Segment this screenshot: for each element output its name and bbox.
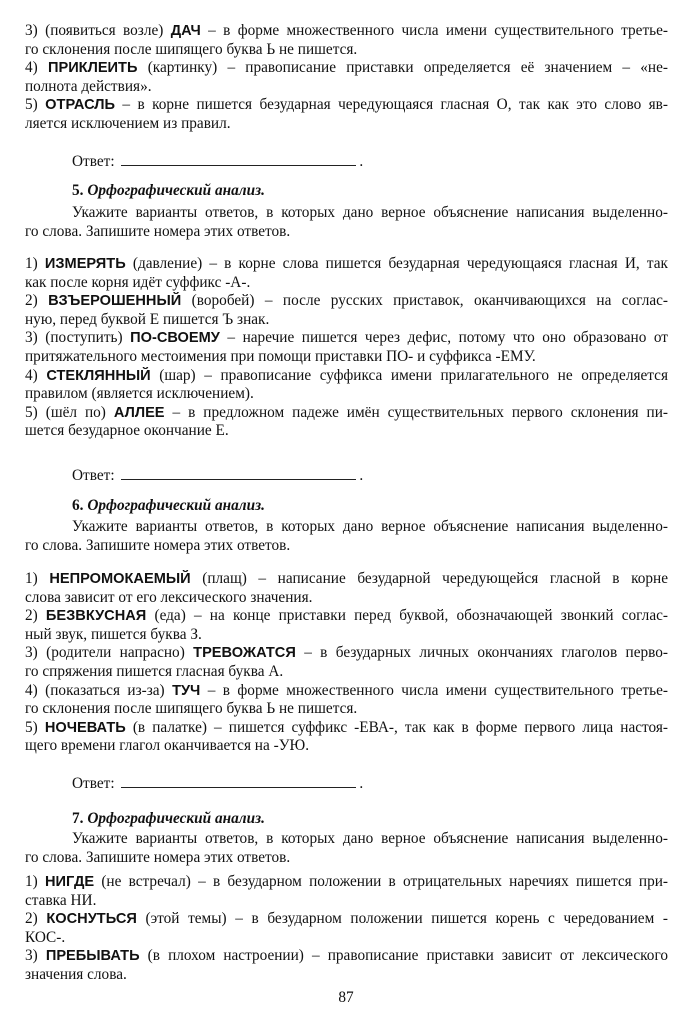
option-line xyxy=(25,329,668,348)
answer-blank-line[interactable] xyxy=(121,775,356,788)
option-highlighted-word: ТУЧ xyxy=(172,682,201,699)
option-explanation: – в форме множественного числа имени существительного третье- xyxy=(208,22,668,39)
option-line xyxy=(25,404,668,423)
option-context: (показаться из-за) xyxy=(45,681,165,699)
option-number: 4) xyxy=(25,681,38,699)
option-highlighted-word: ПРЕБЫВАТЬ xyxy=(45,948,140,965)
option-highlighted-word: НИГДЕ xyxy=(45,874,95,890)
option-line: щего времени глагол оканчивается на -УЮ. xyxy=(25,737,310,755)
option-context: (поступить) xyxy=(45,329,123,347)
option-line xyxy=(25,947,668,966)
option-line xyxy=(25,873,668,892)
option-number: 4) xyxy=(25,366,38,384)
answer-field xyxy=(72,153,363,171)
option-explanation: – в форме множественного числа имени существительного третье- xyxy=(207,681,668,699)
option-line: слова зависит от его лексического значения. xyxy=(25,588,313,606)
option-line: полнота действия». xyxy=(25,77,152,95)
option-line xyxy=(25,682,668,701)
answer-period: . xyxy=(359,153,364,170)
option-line: как после корня идёт суффикс -А-. xyxy=(25,273,251,291)
option-number: 3) xyxy=(25,22,38,39)
option-line: значения слова. xyxy=(25,965,127,983)
instruction-line: Укажите варианты ответов, в которых дано верное объяснение написания выделенно- xyxy=(72,204,668,221)
option-highlighted-word: АЛЛЕЕ xyxy=(113,404,165,421)
answer-blank-line[interactable] xyxy=(121,153,356,166)
option-highlighted-word: БЕЗВКУСНАЯ xyxy=(45,608,147,625)
section-instruction xyxy=(25,204,668,241)
option-highlighted-word: ПРИКЛЕИТЬ xyxy=(47,60,138,77)
option-number: 3) xyxy=(25,947,38,965)
option-line xyxy=(25,59,668,78)
option-explanation: (не встречал) – в безударном положении в отрицательных наречиях пишется при- xyxy=(101,873,668,890)
option-line xyxy=(25,96,668,115)
option-explanation: – в корне пишется безударная чередующаяся гласная О, так как это слово яв- xyxy=(122,96,668,114)
answer-blank-line[interactable] xyxy=(121,467,356,480)
option-number: 5) xyxy=(25,718,38,736)
option-line: го склонения после шипящего буква Ь не пишется. xyxy=(25,40,358,58)
section-instruction xyxy=(25,830,668,867)
option-context: (родители напрасно) xyxy=(46,644,185,662)
option-explanation: (воробей) – после русских приставок, оканчивающихся на соглас- xyxy=(191,292,668,310)
option-line: го спряжения пишется гласная буква А. xyxy=(25,662,284,680)
answer-options-list xyxy=(25,873,668,985)
option-number: 2) xyxy=(25,910,38,928)
option-line: ную, перед буквой Е пишется Ъ знак. xyxy=(25,310,270,328)
option-line xyxy=(25,719,668,738)
instruction-line: го слова. Запишите номера этих ответов. xyxy=(25,848,291,866)
answer-label: Ответ: xyxy=(72,775,115,792)
option-number: 3) xyxy=(25,329,38,347)
answer-period: . xyxy=(359,775,364,792)
option-line xyxy=(25,292,668,311)
section-title xyxy=(72,182,265,200)
answer-label: Ответ: xyxy=(72,153,115,170)
option-highlighted-word: СТЕКЛЯННЫЙ xyxy=(46,367,151,384)
option-explanation: (картинку) – правописание приставки определяется её значением – «не- xyxy=(147,59,668,77)
option-line: притяжательного местоимения при помощи приставки ПО- и суффикса -ЕМУ. xyxy=(25,347,536,365)
answer-options-list xyxy=(25,22,668,134)
option-line: ставка НИ. xyxy=(25,891,97,909)
option-highlighted-word: ПО-СВОЕМУ xyxy=(130,330,220,347)
option-highlighted-word: КОСНУТЬСЯ xyxy=(46,911,137,928)
option-explanation: (этой темы) – в безударном положении пишется корень с чередованием - xyxy=(145,910,668,928)
option-line: ляется исключением из правил. xyxy=(25,114,231,132)
option-explanation: (давление) – в корне слова пишется безударная чередующаяся гласная И, так xyxy=(132,255,668,272)
option-number: 5) xyxy=(25,96,38,114)
option-number: 4) xyxy=(25,59,38,77)
option-highlighted-word: НЕПРОМОКАЕМЫЙ xyxy=(49,571,191,587)
option-line: ный звук, пишется буква З. xyxy=(25,625,202,643)
option-number: 1) xyxy=(25,255,38,272)
section-number: 5. xyxy=(72,182,84,199)
option-highlighted-word: ОТРАСЛЬ xyxy=(45,97,115,114)
section-title-text: Орфографический анализ. xyxy=(87,810,265,827)
answer-field xyxy=(72,775,363,793)
option-explanation: (плащ) – написание безударной чередующейся гласной в корне xyxy=(202,570,668,587)
option-explanation: (еда) – на конце приставки перед буквой, обозначающей звонкий соглас- xyxy=(154,607,668,625)
option-line xyxy=(25,910,668,929)
option-number: 3) xyxy=(25,644,38,662)
section-title-text: Орфографический анализ. xyxy=(87,497,265,514)
option-line: КОС-. xyxy=(25,928,66,946)
section-title-text: Орфографический анализ. xyxy=(87,182,265,199)
option-highlighted-word: ДАЧ xyxy=(170,23,201,39)
option-line xyxy=(25,644,668,663)
option-line: го склонения после шипящего буква Ь не пишется. xyxy=(25,700,358,718)
section-number: 7. xyxy=(72,810,84,827)
option-explanation: – в безударных личных окончаниях глаголов перво- xyxy=(304,644,668,662)
option-number: 5) xyxy=(25,403,38,421)
answer-field xyxy=(72,467,363,485)
option-explanation: (шар) – правописание суффикса имени прилагательного не определяется xyxy=(159,366,668,384)
answer-options-list xyxy=(25,255,668,441)
option-number: 2) xyxy=(25,292,38,310)
option-context: (шёл по) xyxy=(45,403,106,421)
option-number: 2) xyxy=(25,607,38,625)
option-line: правилом (является исключением). xyxy=(25,385,254,403)
option-line xyxy=(25,367,668,386)
answer-options-list xyxy=(25,570,668,756)
option-highlighted-word: НОЧЕВАТЬ xyxy=(44,719,126,736)
option-explanation: – наречие пишется через дефис, потому что оно образовано от xyxy=(227,329,668,347)
answer-label: Ответ: xyxy=(72,467,115,484)
instruction-line: го слова. Запишите номера этих ответов. xyxy=(25,536,291,554)
option-context: (появиться возле) xyxy=(45,22,164,39)
option-highlighted-word: ВЗЪЕРОШЕННЫЙ xyxy=(48,293,182,310)
section-instruction xyxy=(25,518,668,555)
option-highlighted-word: ТРЕВОЖАТСЯ xyxy=(193,645,296,662)
option-number: 1) xyxy=(25,873,38,890)
option-number: 1) xyxy=(25,570,38,587)
instruction-line: го слова. Запишите номера этих ответов. xyxy=(25,222,291,240)
option-explanation: (в плохом настроении) – правописание приставки зависит от лексического xyxy=(147,947,668,965)
instruction-line: Укажите варианты ответов, в которых дано верное объяснение написания выделенно- xyxy=(72,830,668,847)
instruction-line: Укажите варианты ответов, в которых дано верное объяснение написания выделенно- xyxy=(72,518,668,535)
option-line xyxy=(25,607,668,626)
page-number: 87 xyxy=(338,989,354,1006)
option-line: шется безударное окончание Е. xyxy=(25,422,229,440)
option-explanation: – в предложном падеже имён существительных первого склонения пи- xyxy=(172,403,668,421)
section-title xyxy=(72,810,265,828)
section-title xyxy=(72,497,265,515)
answer-period: . xyxy=(359,467,364,484)
option-line xyxy=(25,22,668,41)
option-highlighted-word: ИЗМЕРЯТЬ xyxy=(44,256,126,272)
option-line xyxy=(25,570,668,589)
option-explanation: (в палатке) – пишется суффикс -ЕВА-, так как в форме первого лица настоя- xyxy=(132,718,668,736)
section-number: 6. xyxy=(72,497,84,514)
option-line xyxy=(25,255,668,274)
